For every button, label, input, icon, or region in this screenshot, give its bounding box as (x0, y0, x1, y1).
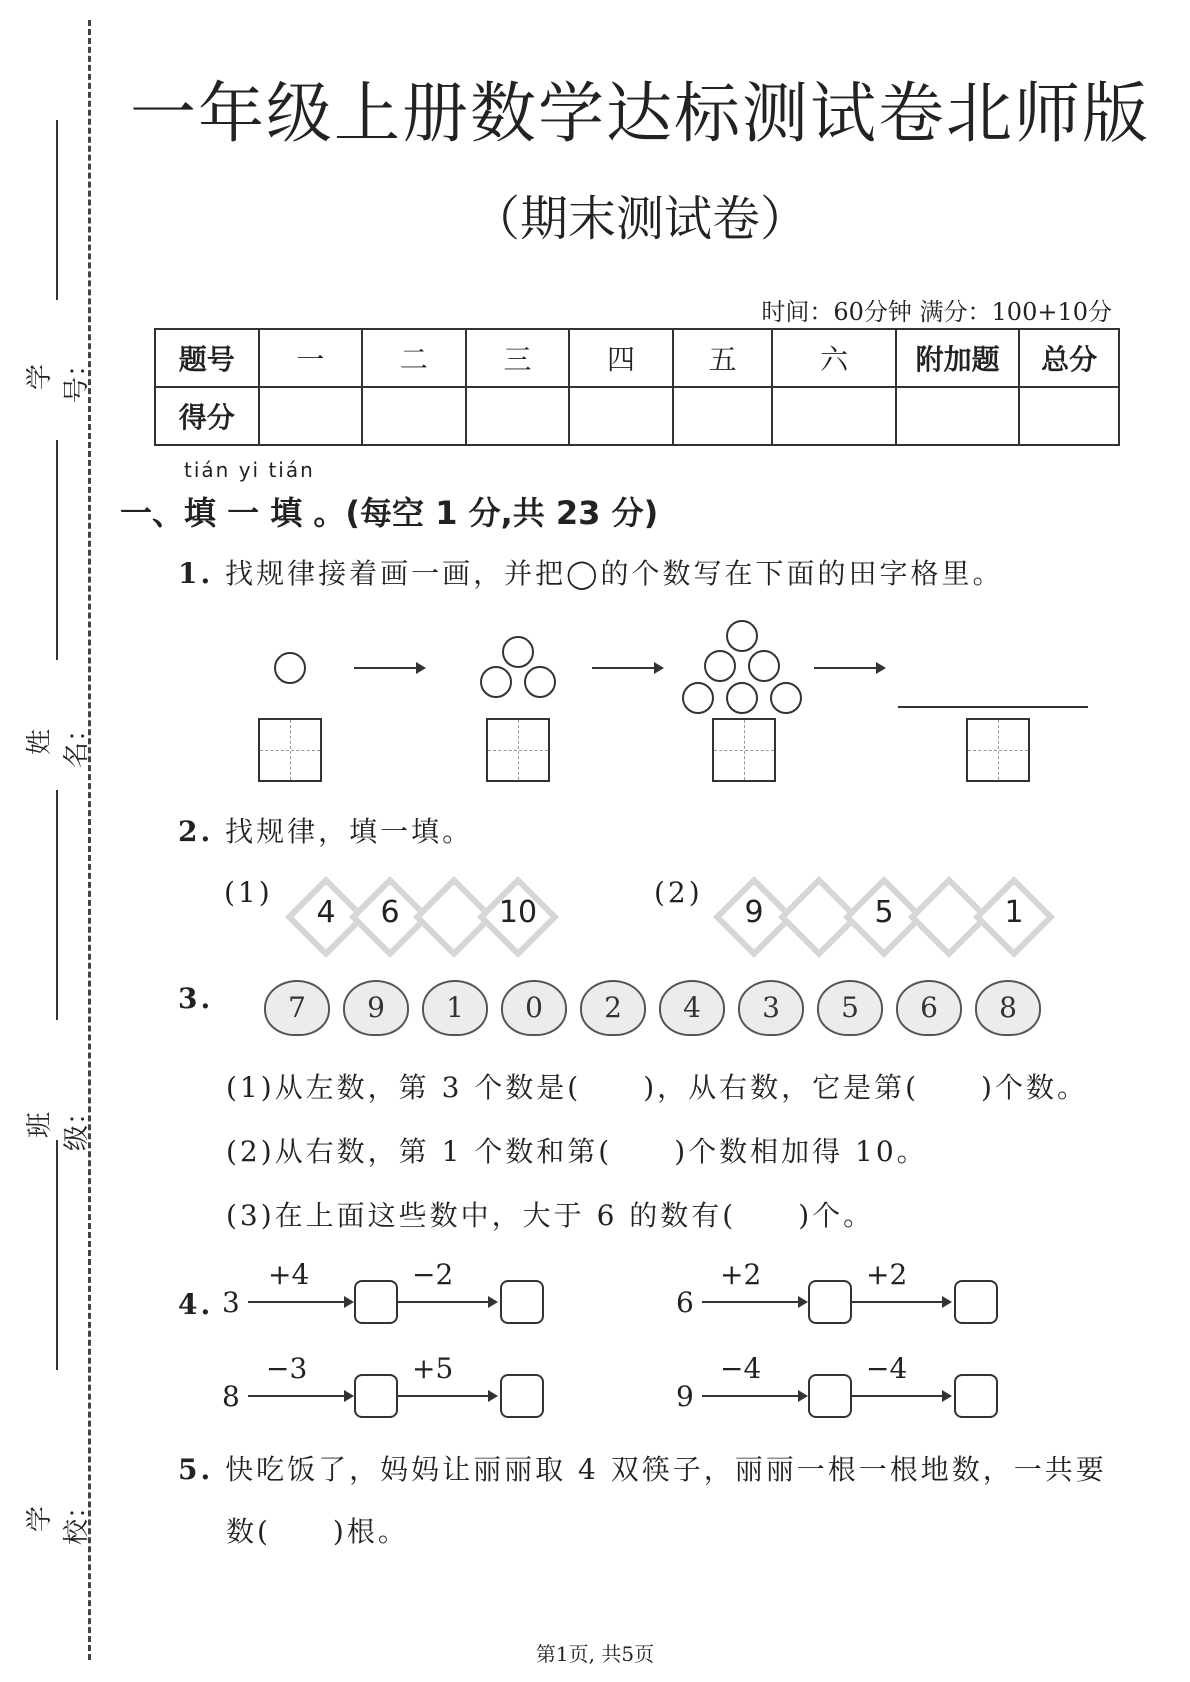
tianzi-grid[interactable] (966, 718, 1030, 782)
arrow-icon (354, 667, 424, 669)
drawing-answer-line[interactable] (898, 706, 1088, 708)
question-text: 找规律，填一填。 (225, 815, 474, 848)
question-number: 2. (178, 815, 214, 848)
shell-number: 9 (343, 980, 409, 1036)
diamond-number: 6 (380, 895, 400, 930)
chain-start: 9 (676, 1380, 694, 1413)
diamond-number: 10 (498, 895, 538, 930)
arrow-icon (702, 1301, 806, 1303)
arrow-icon (702, 1395, 806, 1397)
class-line (56, 790, 58, 1020)
table-cell: 总分 (1019, 329, 1119, 387)
circle-icon (770, 682, 802, 714)
section-pinyin: tián yi tián (184, 458, 315, 482)
circle-icon (726, 620, 758, 652)
chain-operation: −4 (720, 1352, 762, 1385)
table-cell: 六 (772, 329, 895, 387)
circle-icon (748, 650, 780, 682)
answer-box[interactable] (500, 1280, 544, 1324)
score-cell[interactable] (362, 387, 466, 445)
page-subtitle: （期末测试卷） (471, 191, 808, 247)
table-cell: 得分 (155, 387, 259, 445)
score-table-score-row (155, 387, 1119, 445)
answer-box[interactable] (500, 1374, 544, 1418)
school-label: 学校： (25, 1493, 92, 1546)
chain-operation: +2 (866, 1258, 908, 1291)
tianzi-grid[interactable] (712, 718, 776, 782)
table-cell: 二 (362, 329, 466, 387)
arrow-icon (592, 667, 662, 669)
chain-operation: −3 (266, 1352, 308, 1385)
diamond-number: 1 (1004, 895, 1024, 930)
question-text-continued: 数( )根。 (226, 1515, 409, 1548)
circle-icon (704, 650, 736, 682)
q3-subquestion-3: (3)在上面这些数中，大于 6 的数有( )个。 (226, 1199, 875, 1232)
answer-box[interactable] (808, 1280, 852, 1324)
table-cell: 一 (259, 329, 363, 387)
question-1 (178, 552, 1003, 592)
question-number: 1. (178, 557, 214, 590)
answer-box[interactable] (354, 1280, 398, 1324)
table-cell: 题号 (155, 329, 259, 387)
part-label: (1) (224, 876, 273, 909)
circle-icon (726, 682, 758, 714)
question-text: 找规律接着画一画，并把◯的个数写在下面的田字格里。 (225, 557, 1004, 590)
q3-subquestion-2: (2)从右数，第 1 个数和第( )个数相加得 10。 (226, 1135, 928, 1168)
arrow-icon (850, 1301, 950, 1303)
score-cell[interactable] (896, 387, 1019, 445)
arrow-icon (396, 1301, 496, 1303)
shell-number: 2 (580, 980, 646, 1036)
class-label: 班级： (25, 1099, 92, 1152)
circle-icon (524, 666, 556, 698)
score-table-header-row (155, 329, 1119, 387)
score-cell[interactable] (466, 387, 570, 445)
score-cell[interactable] (1019, 387, 1119, 445)
arrow-icon (248, 1301, 352, 1303)
page-title: 一年级上册数学达标测试卷北师版 (130, 75, 1150, 152)
table-cell: 附加题 (896, 329, 1019, 387)
page-number: 第1页, 共5页 (535, 1642, 655, 1666)
shell-number: 7 (264, 980, 330, 1036)
binding-dashed-line (88, 20, 91, 1660)
tianzi-grid[interactable] (486, 718, 550, 782)
q3-subquestion-1: (1)从左数，第 3 个数是( )，从右数，它是第( )个数。 (226, 1071, 1088, 1104)
chain-operation: +2 (720, 1258, 762, 1291)
chain-operation: −4 (866, 1352, 908, 1385)
part-label: (2) (654, 876, 703, 909)
shell-number: 3 (738, 980, 804, 1036)
question-number: 5. (178, 1453, 214, 1486)
table-cell: 五 (673, 329, 773, 387)
shell-number: 0 (501, 980, 567, 1036)
school-line (56, 1140, 58, 1370)
table-cell: 三 (466, 329, 570, 387)
question-5 (178, 1448, 1107, 1488)
diamond-number: 4 (316, 895, 336, 930)
shell-number: 6 (896, 980, 962, 1036)
answer-box[interactable] (354, 1374, 398, 1418)
time-info: 时间：60分钟 满分：100+10分 (761, 298, 1112, 326)
arrow-icon (814, 667, 884, 669)
arrow-icon (396, 1395, 496, 1397)
answer-box[interactable] (954, 1280, 998, 1324)
shell-number: 8 (975, 980, 1041, 1036)
chain-start: 3 (222, 1286, 240, 1319)
question-number: 4. (178, 1288, 214, 1321)
score-table (154, 328, 1120, 446)
chain-operation: +5 (412, 1352, 454, 1385)
tianzi-grid[interactable] (258, 718, 322, 782)
diamond-number: 5 (874, 895, 894, 930)
shell-number: 4 (659, 980, 725, 1036)
answer-box[interactable] (808, 1374, 852, 1418)
name-line (56, 440, 58, 660)
shell-number: 5 (817, 980, 883, 1036)
question-2 (178, 810, 473, 850)
score-cell[interactable] (259, 387, 363, 445)
question-text: 快吃饭了，妈妈让丽丽取 4 双筷子，丽丽一根一根地数，一共要 (225, 1453, 1107, 1486)
chain-start: 8 (222, 1380, 240, 1413)
score-cell[interactable] (569, 387, 673, 445)
chain-start: 6 (676, 1286, 694, 1319)
shell-number: 1 (422, 980, 488, 1036)
circle-icon (502, 636, 534, 668)
score-cell[interactable] (673, 387, 773, 445)
chain-operation: +4 (268, 1258, 310, 1291)
student-id-label: 学号： (25, 351, 92, 404)
section-title: 一、填 一 填 。(每空 1 分,共 23 分) (120, 494, 659, 532)
table-cell: 四 (569, 329, 673, 387)
circle-icon (480, 666, 512, 698)
answer-box[interactable] (954, 1374, 998, 1418)
name-label: 姓名： (25, 716, 92, 769)
circle-icon (274, 652, 306, 684)
circle-icon (682, 682, 714, 714)
question-number: 3. (178, 982, 214, 1015)
score-cell[interactable] (772, 387, 895, 445)
diamond-number: 9 (744, 895, 764, 930)
arrow-icon (850, 1395, 950, 1397)
arrow-icon (248, 1395, 352, 1397)
chain-operation: −2 (412, 1258, 454, 1291)
